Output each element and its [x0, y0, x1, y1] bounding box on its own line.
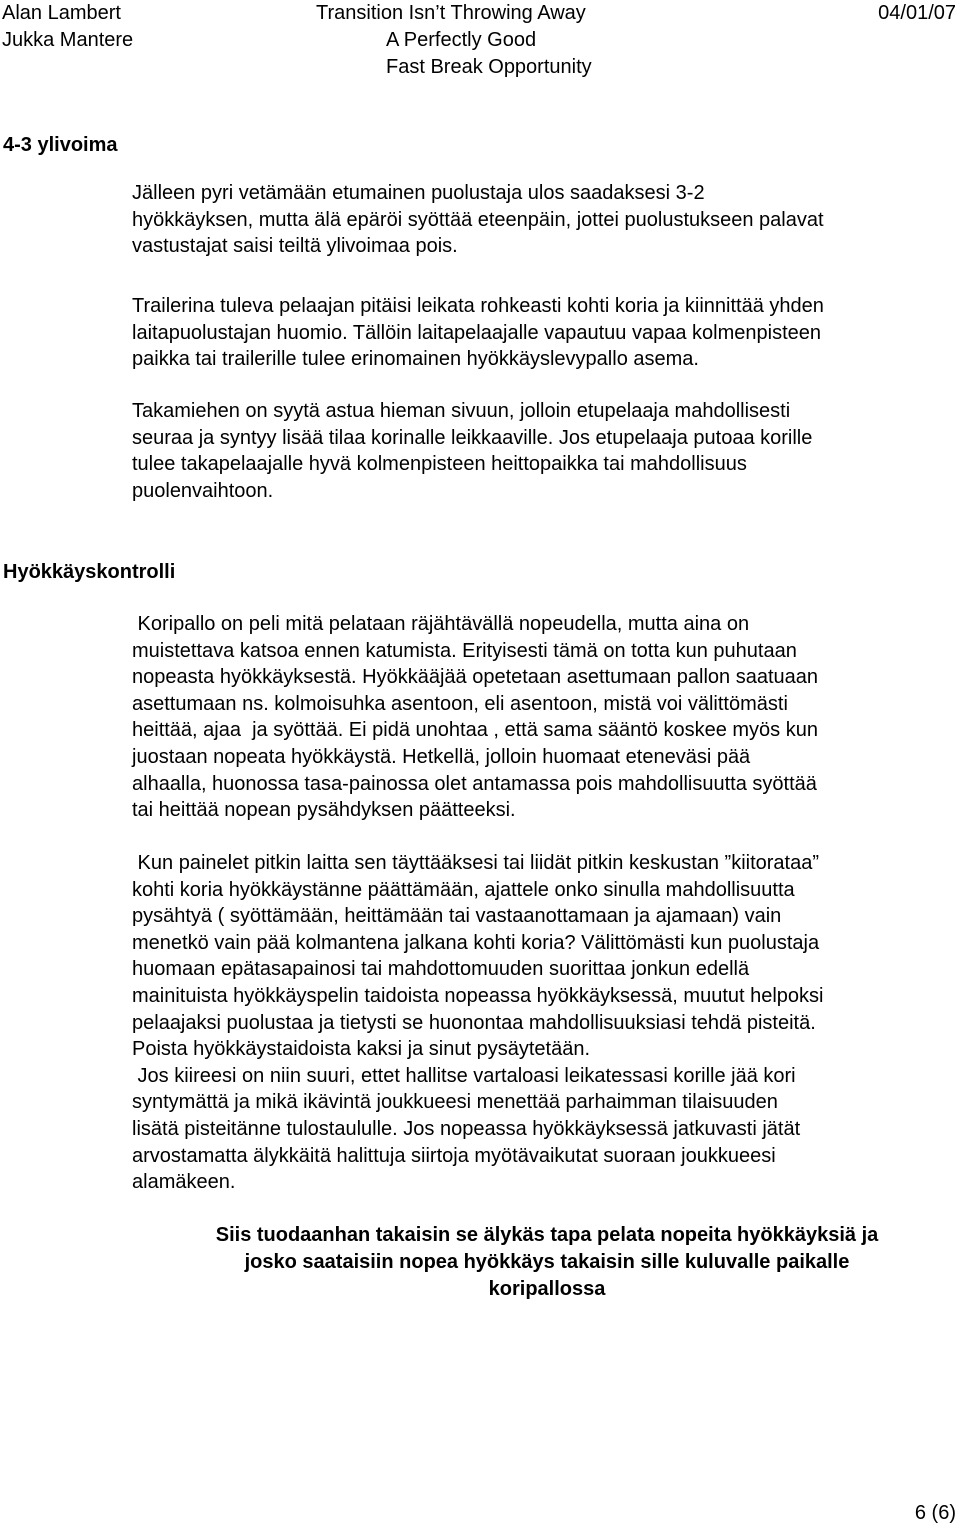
paragraph-line: nopeasta hyökkäyksestä. Hyökkääjää opetetaan asettumaan pallon saatuaan [132, 666, 819, 689]
header-author-1: Alan Lambert [2, 2, 121, 24]
paragraph-line: menetkö vain pää kolmantena jalkana kohti koria? Välittömästi kun puolustaja [132, 931, 820, 954]
header-title-line-3: Fast Break Opportunity [386, 56, 592, 78]
paragraph-line: kohti koria hyökkäystänne päättämään, ajattele onko sinulla mahdollisuutta [132, 878, 795, 901]
paragraph-line: Jälleen pyri vetämään etumainen puolustaja ulos saadaksesi 3-2 [132, 182, 705, 204]
header-title-line-2: A Perfectly Good [386, 29, 537, 51]
section-heading-ylivoima: 4-3 ylivoima [3, 134, 118, 156]
paragraph-line: paikka tai trailerille tulee erinomainen hyökkäyslevypallo asema. [132, 348, 699, 371]
header-author-2: Jukka Mantere [2, 29, 134, 51]
paragraph-line: Trailerina tuleva pelaajan pitäisi leikata rohkeasti kohti koria ja kiinnittää yhden [132, 295, 824, 317]
paragraph-line: laitapuolustajan huomio. Tällöin laitapelaajalle vapautuu vapaa kolmenpisteen [132, 321, 821, 344]
paragraph-line: Koripallo on peli mitä pelataan räjähtävällä nopeudella, mutta aina on [132, 613, 750, 635]
paragraph-line: puolenvaihtoon. [132, 479, 274, 502]
paragraph-line: Takamiehen on syytä astua hieman sivuun, jolloin etupelaaja mahdollisesti [132, 400, 791, 422]
paragraph-line: Kun painelet pitkin laitta sen täyttääksesi tai liidät pitkin keskustan ”kiitorataa” [132, 852, 820, 874]
paragraph-line: alamäkeen. [132, 1171, 236, 1194]
closing-line: koripallossa [488, 1278, 606, 1300]
closing-line: Siis tuodaanhan takaisin se älykäs tapa pelata nopeita hyökkäyksiä ja [215, 1224, 879, 1246]
paragraph-line: syntymättä ja mikä ikävintä joukkueesi menettää parhaimman tilaisuuden [132, 1091, 778, 1114]
paragraph-line: seuraa ja syntyy lisää tilaa korinalle leikkaaville. Jos etupelaaja putoaa korille [132, 426, 813, 449]
paragraph-line: asettumaan ns. kolmoisuhka asentoon, eli asentoon, mistä voi välittömästi [132, 692, 788, 715]
paragraph-line: vastustajat saisi teiltä ylivoimaa pois. [132, 235, 458, 258]
header-title-line-1: Transition Isn’t Throwing Away [316, 2, 586, 24]
paragraph-line: mainituista hyökkäyspelin taidoista nopeassa hyökkäyksessä, muutut helpoksi [132, 984, 824, 1007]
paragraph [132, 180, 954, 260]
paragraph-line: Jos kiireesi on niin suuri, ettet hallitse vartaloasi leikatessasi korille jää kori [132, 1064, 796, 1087]
paragraph-line: tulee takapelaajalle hyvä kolmenpisteen heittopaikka tai mahdollisuus [132, 453, 747, 476]
paragraph [132, 611, 954, 824]
paragraph-line: juostaan nopeata hyökkäystä. Hetkellä, jolloin huomaat eteneväsi pää [132, 745, 751, 768]
header-date: 04/01/07 [878, 2, 956, 24]
closing-line: josko saataisiin nopea hyökkäys takaisin sille kuluvalle paikalle [244, 1251, 850, 1273]
paragraph-line: pysähtyä ( syöttämään, heittämään tai vastaanottamaan ja ajamaan) vain [132, 905, 782, 928]
paragraph-line: hyökkäyksen, mutta älä epäröi syöttää eteenpäin, jottei puolustukseen palavat [132, 208, 824, 231]
paragraph [132, 850, 954, 1196]
paragraph-line: alhaalla, huonossa tasa-painossa olet antamassa pois mahdollisuutta syöttää [132, 772, 817, 795]
closing-statement [132, 1222, 960, 1303]
paragraph-line: pelaajaksi puolustaa ja tietysti se huonontaa mahdollisuuksiasi tehdä pisteitä. [132, 1011, 816, 1034]
paragraph-line: tai heittää nopean pysähdyksen päätteeksi. [132, 799, 516, 822]
paragraph [132, 398, 954, 504]
paragraph-line: lisätä pisteitänne tulostaululle. Jos nopeassa hyökkäyksessä jatkuvasti jätät [132, 1117, 801, 1140]
paragraph-line: arvostamatta älykkäitä halittuja siirtoja myötävaikutat suoraan joukkueesi [132, 1144, 776, 1167]
paragraph-line: huomaan epätasapainosi tai mahdottomuuden suorittaa jonkun edellä [132, 958, 750, 981]
paragraph-line: heittää, ajaa ja syöttää. Ei pidä unohtaa , että sama sääntö koskee myös kun [132, 719, 818, 742]
page-number: 6 (6) [914, 1502, 956, 1524]
section-heading-hyokkayskontrolli: Hyökkäyskontrolli [3, 561, 176, 583]
paragraph-line: Poista hyökkäystaidoista kaksi ja sinut pysäytetään. [132, 1038, 591, 1061]
paragraph-line: muistettava katsoa ennen katumista. Erityisesti tämä on totta kun puhutaan [132, 639, 797, 662]
paragraph [132, 293, 954, 373]
